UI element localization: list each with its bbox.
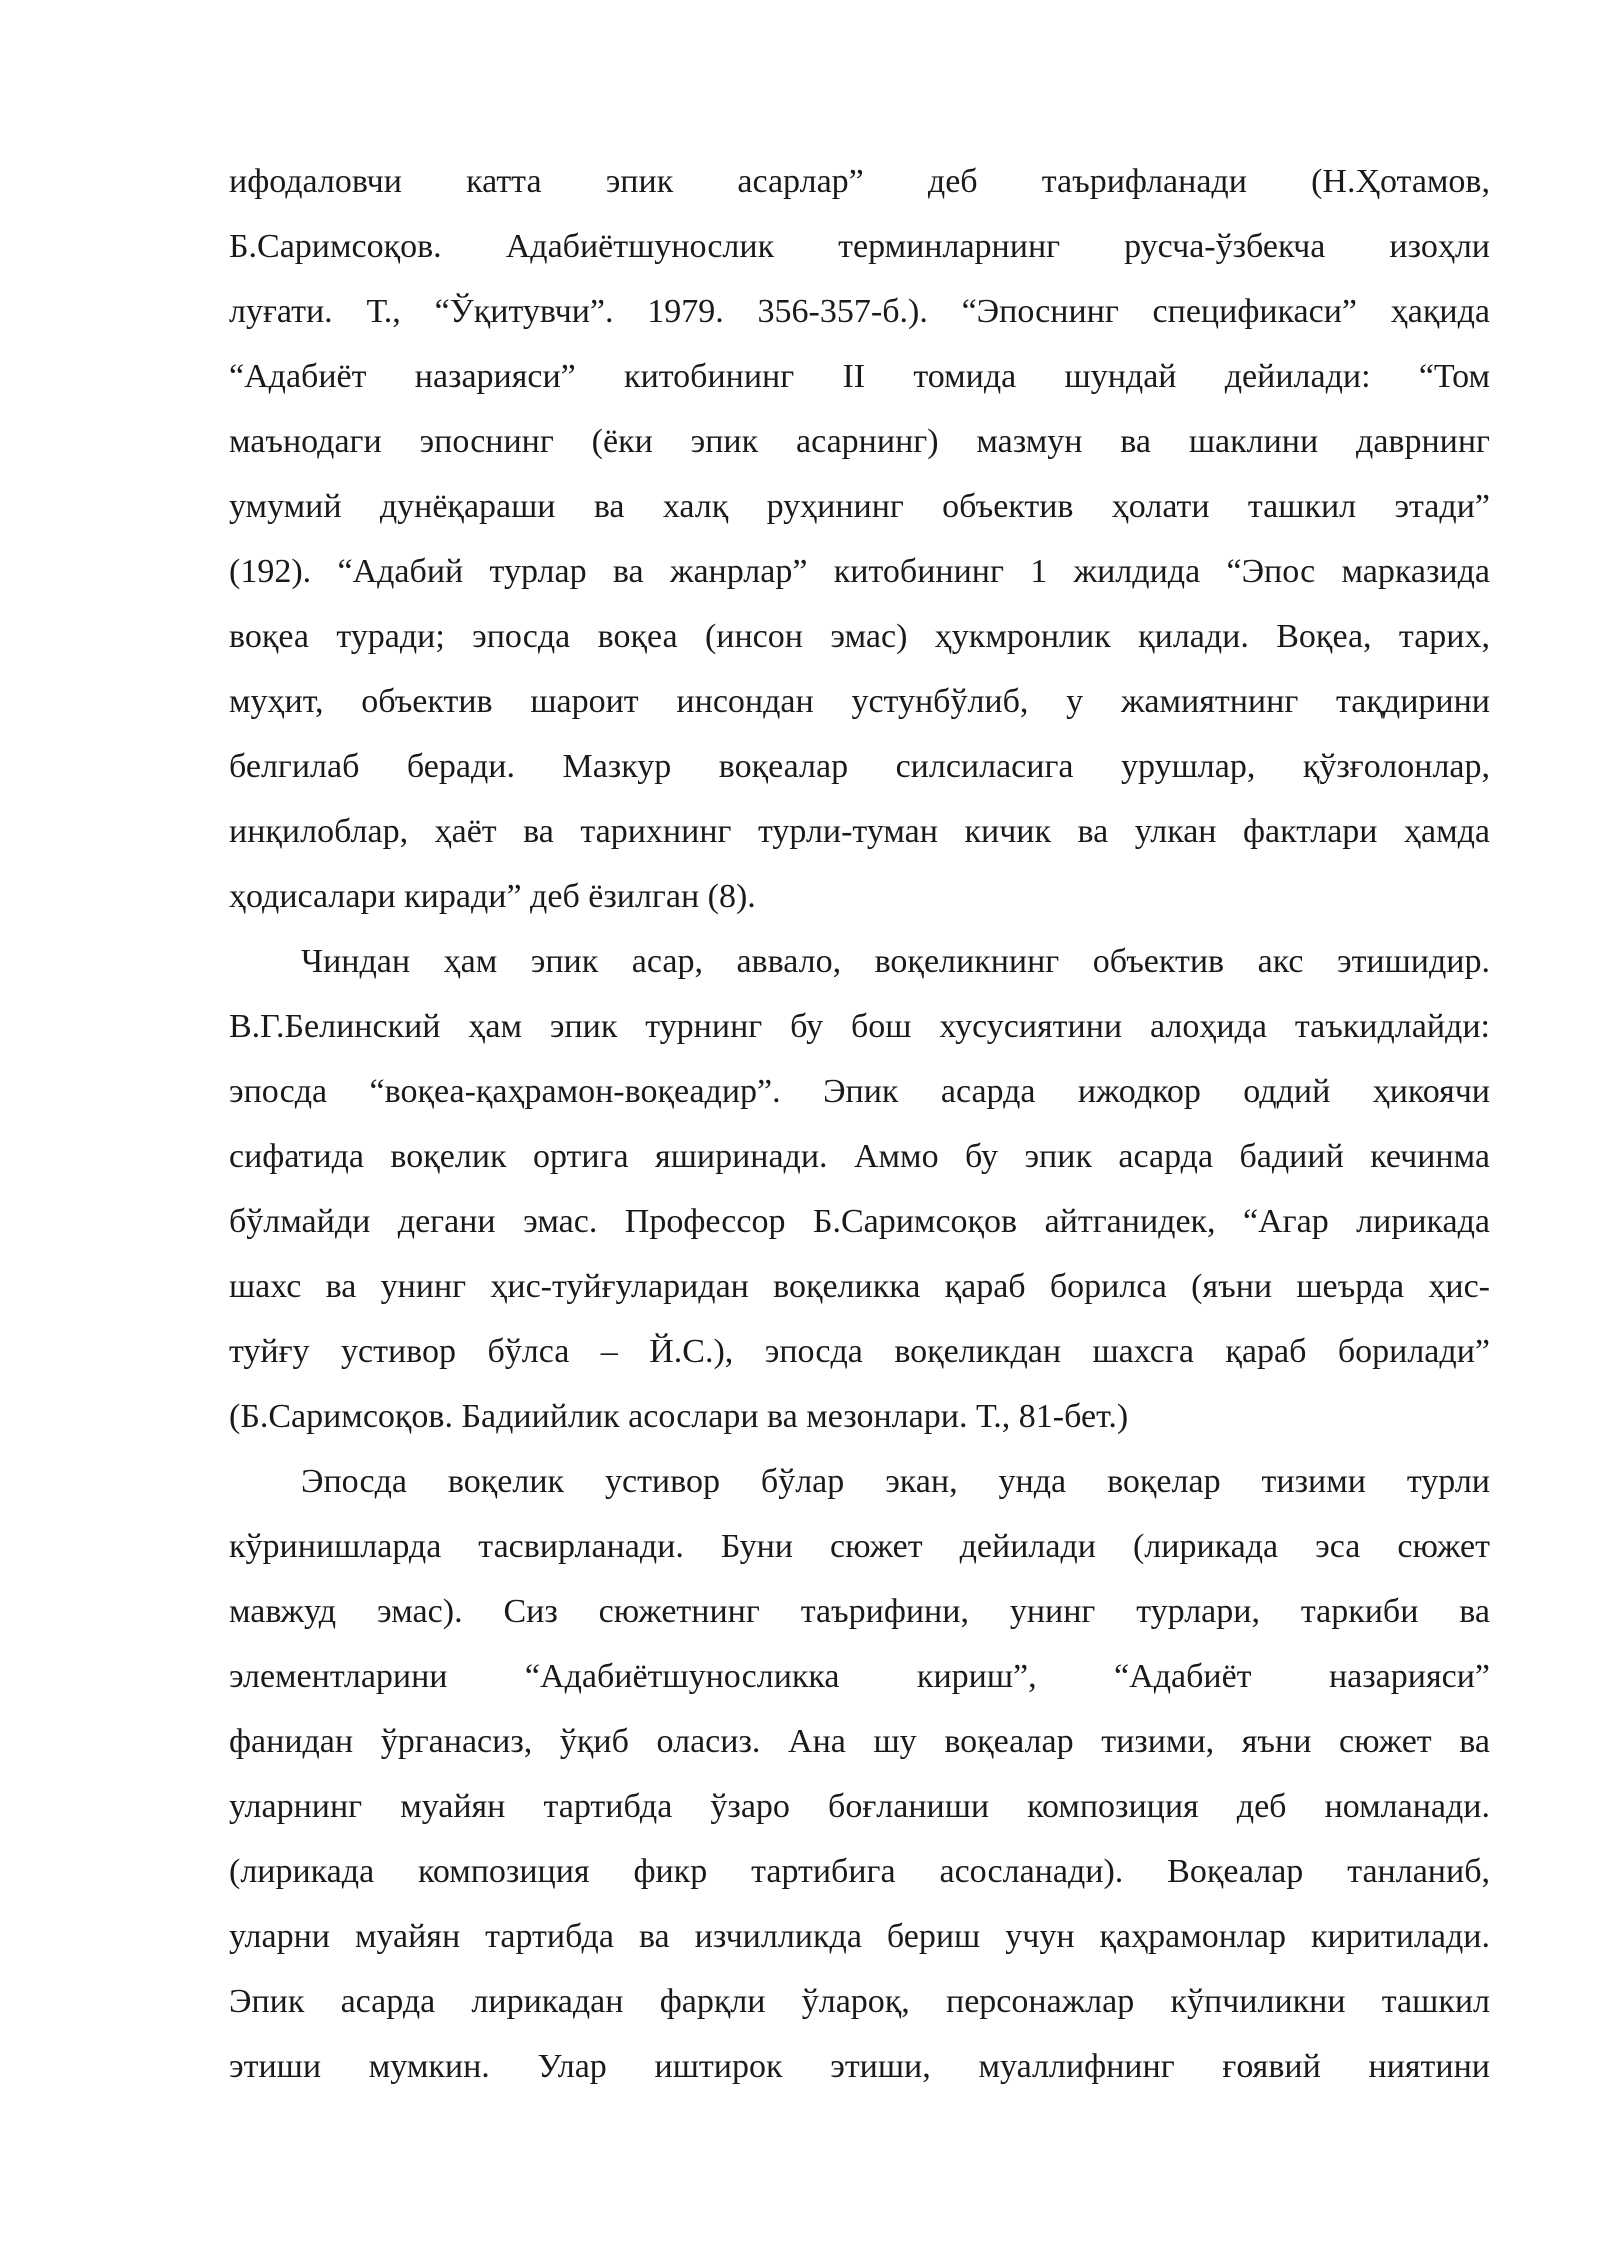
text-line: шахс ва унинг ҳис-туйғуларидан воқеликка қараб борилса (яъни шеърда ҳис-	[229, 1268, 1490, 1305]
text-line: белгилаб беради. Мазкур воқеалар силсиласига урушлар, қўзғолонлар,	[229, 748, 1490, 785]
text-line: умумий дунёқараши ва халқ руҳининг объектив ҳолати ташкил этади”	[229, 488, 1490, 525]
text-line: кўринишларда тасвирланади. Буни сюжет дейилади (лирикада эса сюжет	[229, 1528, 1490, 1565]
text-line: воқеа туради; эпосда воқеа (инсон эмас) ҳукмронлик қилади. Воқеа, тарих,	[229, 618, 1490, 655]
paragraph-1	[229, 149, 1490, 929]
paragraph-2	[229, 929, 1490, 1449]
body-text	[229, 149, 1490, 2099]
text-line: Чиндан ҳам эпик асар, аввало, воқеликнинг объектив акс этишидир.	[301, 943, 1490, 980]
text-line: Б.Саримсоқов. Адабиётшунослик терминларнинг русча-ўзбекча изоҳли	[229, 228, 1490, 265]
text-line: (192). “Адабий турлар ва жанрлар” китобининг 1 жилдида “Эпос марказида	[229, 553, 1490, 590]
text-line: (лирикада композиция фикр тартибига асосланади). Воқеалар танланиб,	[229, 1853, 1490, 1890]
text-line: этиши мумкин. Улар иштирок этиши, муаллифнинг ғоявий ниятини	[229, 2048, 1490, 2085]
text-line: Эпик асарда лирикадан фарқли ўлароқ, персонажлар кўпчиликни ташкил	[229, 1983, 1490, 2020]
text-line: В.Г.Белинский ҳам эпик турнинг бу бош хусусиятини алоҳида таъкидлайди:	[229, 1008, 1490, 1045]
text-line: Эпосда воқелик устивор бўлар экан, унда воқелар тизими турли	[301, 1463, 1490, 1500]
text-line: туйғу устивор бўлса – Й.С.), эпосда воқеликдан шахсга қараб борилади”	[229, 1333, 1490, 1370]
text-line: уларни муайян тартибда ва изчилликда бериш учун қаҳрамонлар киритилади.	[229, 1918, 1490, 1955]
text-line: бўлмайди дегани эмас. Профессор Б.Саримсоқов айтганидек, “Агар лирикада	[229, 1203, 1490, 1240]
text-line: инқилоблар, ҳаёт ва тарихнинг турли-туман кичик ва улкан фактлари ҳамда	[229, 813, 1490, 850]
text-line: элементларини “Адабиётшуносликка кириш”, “Адабиёт назарияси”	[229, 1658, 1490, 1695]
text-line: маънодаги эпоснинг (ёки эпик асарнинг) мазмун ва шаклини даврнинг	[229, 423, 1490, 460]
text-line: уларнинг муайян тартибда ўзаро боғланиши композиция деб номланади.	[229, 1788, 1490, 1825]
text-line: мавжуд эмас). Сиз сюжетнинг таърифини, унинг турлари, таркиби ва	[229, 1593, 1490, 1630]
paragraph-3	[229, 1449, 1490, 2099]
text-line: эпосда “воқеа-қаҳрамон-воқеадир”. Эпик асарда ижодкор оддий ҳикоячи	[229, 1073, 1490, 1110]
text-line: муҳит, объектив шароит инсондан устунбўлиб, у жамиятнинг тақдирини	[229, 683, 1490, 720]
text-line: ҳодисалари киради” деб ёзилган (8).	[229, 878, 756, 915]
text-line: “Адабиёт назарияси” китобининг II томида шундай дейилади: “Том	[229, 358, 1490, 395]
text-line: (Б.Саримсоқов. Бадиийлик асослари ва мезонлари. Т., 81-бет.)	[229, 1398, 1129, 1435]
text-line: луғати. Т., “Ўқитувчи”. 1979. 356-357-б.). “Эпоснинг спецификаси” ҳақида	[229, 293, 1490, 330]
text-line: ифодаловчи катта эпик асарлар” деб таърифланади (Н.Ҳотамов,	[229, 163, 1490, 200]
text-line: сифатида воқелик ортига яширинади. Аммо бу эпик асарда бадиий кечинма	[229, 1138, 1490, 1175]
text-line: фанидан ўрганасиз, ўқиб оласиз. Ана шу воқеалар тизими, яъни сюжет ва	[229, 1723, 1490, 1760]
